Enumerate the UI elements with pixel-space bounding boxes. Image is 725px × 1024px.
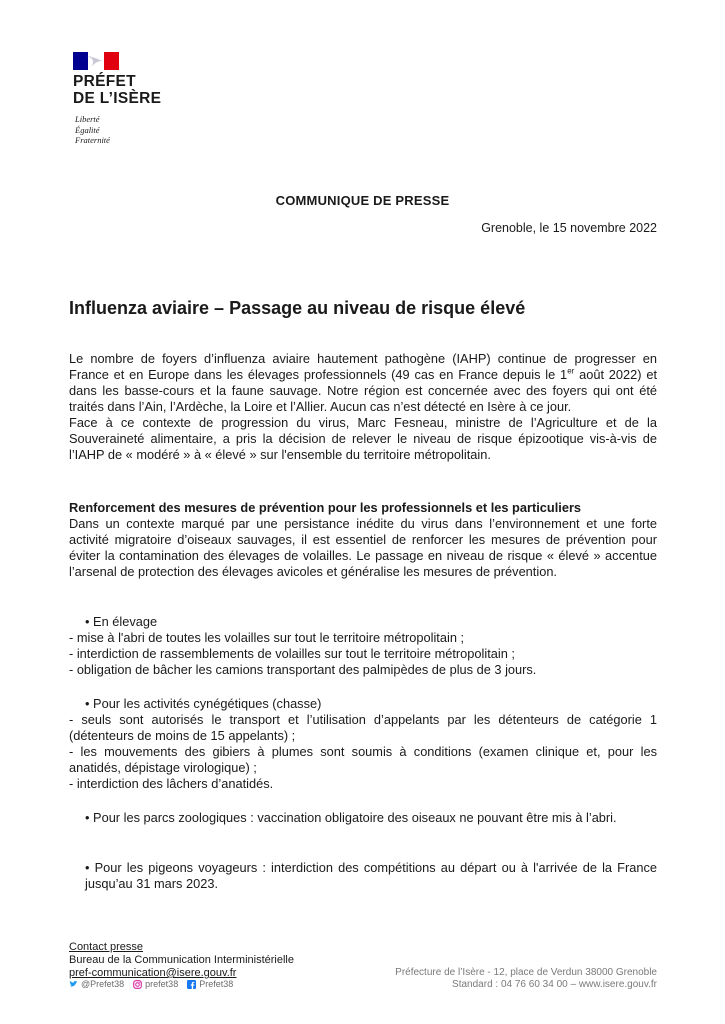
intro-paragraph-2: Face à ce contexte de progression du virus, Marc Fesneau, ministre de l’Agriculture et de la Souveraineté alimentaire, a pris la décision de relever le niveau de risque épizootique vis-à-vis de l’IAHP de « modéré » à « élevé » sur l'ensemble du territoire métropolitain. [69, 415, 657, 462]
intro-paragraph-1 [69, 351, 657, 415]
instagram-icon [133, 980, 142, 989]
social-label: prefet38 [145, 979, 179, 989]
social-facebook[interactable] [187, 979, 233, 989]
motto-egalite: Égalité [75, 124, 100, 135]
list-item: - mise à l'abri de toutes les volailles sur tout le territoire métropolitain ; [69, 630, 465, 645]
bullet-zoo: • Pour les parcs zoologiques : vaccination obligatoire des oiseaux ne pouvant être mis à l’abri. [85, 810, 617, 825]
section-elevage [69, 614, 657, 678]
bullet-pigeons: • Pour les pigeons voyageurs : interdiction des compétitions au départ ou à l'arrivée de la France jusqu’au 31 mars 2023. [85, 860, 657, 891]
list-item: - les mouvements des gibiers à plumes sont soumis à conditions (examen clinique et, pour les anatidés, dépistage virologique) ; [69, 744, 657, 775]
social-links [69, 979, 233, 989]
section-zoo [69, 810, 657, 826]
logo-prefet-line1: PRÉFET [73, 73, 136, 90]
press-release-title: COMMUNIQUE DE PRESSE [275, 193, 450, 208]
republic-motto [75, 114, 110, 146]
contact-label: Contact presse [69, 941, 143, 953]
intro-text-a: Le nombre de foyers d’influenza aviaire hautement pathogène (IAHP) continue de progresser en France et en Europe dans les élevages professionnels (49 cas en France depuis le 1 [69, 351, 657, 382]
bullet-chasse: • Pour les activités cynégétiques (chasse) [85, 696, 322, 711]
email-link[interactable]: pref-communication@isere.gouv.fr [69, 967, 237, 979]
section-chasse [69, 696, 657, 792]
marianne-flag-logo [73, 52, 119, 70]
bullet-elevage: • En élevage [85, 614, 158, 629]
twitter-icon [69, 980, 78, 989]
bureau-label: Bureau de la Communication Interministérielle [69, 954, 294, 966]
measures-paragraph: Dans un contexte marqué par une persistance inédite du virus dans l’environnement et une forte activité migratoire d’oiseaux sauvages, il est essentiel de renforcer les mesures de prévention pour éviter la contamination des élevages de volailles. Le passage en niveau de risque « élevé » accentue l’arsenal de protection des élevages avicoles et généralise les mesures de prévention. [69, 516, 657, 579]
headline: Influenza aviaire – Passage au niveau de risque élevé [69, 298, 526, 318]
press-contact [69, 941, 294, 980]
measures-subheading: Renforcement des mesures de prévention pour les professionnels et les particuliers [69, 500, 582, 515]
motto-fraternite: Fraternité [75, 135, 110, 145]
dateline: Grenoble, le 15 novembre 2022 [481, 221, 657, 235]
motto-liberte: Liberté [75, 114, 100, 124]
list-item: - seuls sont autorisés le transport et l’utilisation d’appelants par les détenteurs de catégorie 1 (détenteurs de moins de 15 appelants) ; [69, 712, 657, 743]
standard-line: Standard : 04 76 60 34 00 – www.isere.gouv.fr [452, 979, 657, 990]
section-pigeons [69, 860, 657, 892]
social-label: @Prefet38 [81, 979, 125, 989]
social-instagram[interactable] [133, 979, 178, 989]
social-label: Prefet38 [199, 979, 234, 989]
address-line: Préfecture de l’Isère - 12, place de Verdun 38000 Grenoble [395, 967, 657, 978]
list-item: - interdiction de rassemblements de volailles sur tout le territoire métropolitain ; [69, 646, 515, 661]
superscript-er: er [567, 366, 575, 376]
prefecture-address [395, 967, 657, 991]
intro-section [69, 351, 657, 463]
facebook-icon [187, 980, 196, 989]
measures-section [69, 500, 657, 580]
intro-text-b: août 2022) et dans les basse-cours et la faune sauvage. Notre région est concernée avec des foyers qui ont été traités dans l’Ain, l’Ardèche, la Loire et l’Allier. Aucun cas n’est détecté en Isère à ce jour. [69, 367, 657, 414]
social-twitter[interactable] [69, 979, 124, 989]
logo-prefet-line2: DE L’ISÈRE [73, 90, 162, 107]
list-item: - obligation de bâcher les camions transportant des palmipèdes de plus de 3 jours. [69, 662, 537, 677]
list-item: - interdiction des lâchers d’anatidés. [69, 776, 274, 791]
